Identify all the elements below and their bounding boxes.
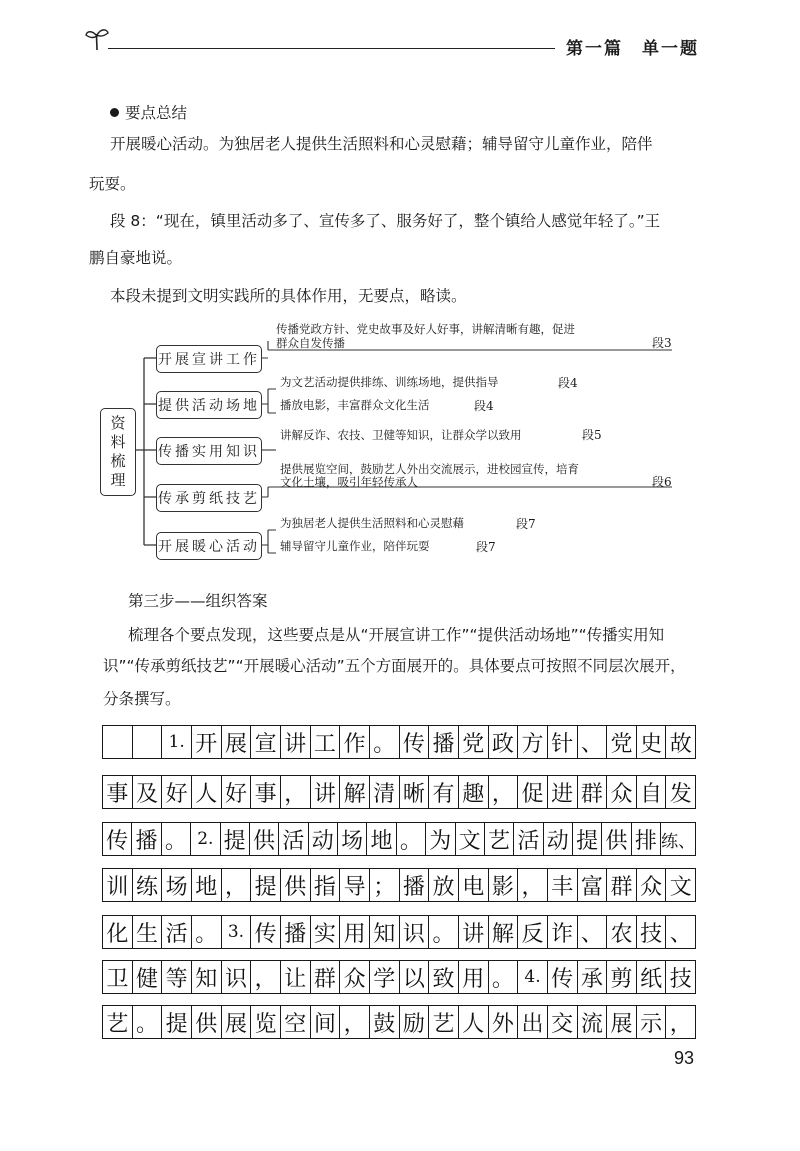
answer-grid-cell: 人 — [459, 1006, 489, 1038]
mindmap-root — [100, 408, 136, 496]
mindmap-branch-label: 传承剪纸技艺 — [156, 484, 262, 512]
answer-grid-cell: 技 — [669, 966, 692, 992]
answer-grid-cell: 出 — [518, 1006, 548, 1038]
answer-grid-cell: 3. — [222, 916, 252, 948]
mindmap-ref: 段7 — [476, 540, 496, 554]
mindmap-ref: 段5 — [582, 428, 602, 442]
mindmap-detail: 为文艺活动提供排练、训练场地，提供指导 — [280, 375, 499, 389]
answer-grid-cell: 承 — [578, 961, 608, 993]
answer-grid-cell: 政 — [489, 726, 519, 758]
answer-grid-cell: ， — [340, 1006, 370, 1038]
answer-grid-cell: 好 — [222, 776, 252, 808]
answer-grid-cell: 学 — [370, 961, 400, 993]
mindmap-detail: 辅导留守儿童作业，陪伴玩耍 — [280, 539, 430, 553]
answer-grid-cell: 外 — [489, 1006, 519, 1038]
step3-line-3: 分条撰写。 — [103, 690, 181, 708]
answer-grid-cell: 好 — [162, 776, 192, 808]
answer-grid-cell: 活 — [162, 916, 192, 948]
answer-grid-cell: 群 — [311, 961, 341, 993]
summary-heading-label: 要点总结 — [125, 104, 188, 122]
mindmap-root-char: 资 — [110, 414, 126, 432]
answer-grid-row — [102, 915, 696, 949]
mindmap-detail: 群众自发传播 — [276, 336, 345, 350]
answer-grid-cell: 让 — [281, 961, 311, 993]
mindmap-detail: 传播党政方针、党史故事及好人好事，讲解清晰有趣，促进 — [276, 322, 575, 336]
answer-grid-cell: 动 — [544, 823, 573, 855]
answer-grid-cell: 间 — [311, 1006, 341, 1038]
answer-grid-cell: 及 — [133, 776, 163, 808]
answer-grid-cell: 群 — [607, 869, 637, 901]
answer-grid-cell: 等 — [162, 961, 192, 993]
answer-grid-cell: 剪 — [607, 961, 637, 993]
answer-grid-cell: 。 — [489, 961, 519, 993]
answer-grid-cell: 致 — [429, 961, 459, 993]
page-number: 93 — [673, 1048, 694, 1068]
answer-grid-cell: 开 — [192, 726, 222, 758]
step3-line-1: 梳理各个要点发现，这些要点是从“开展宣讲工作”“提供活动场地”“传播实用知 — [128, 626, 665, 644]
answer-grid-cell: 富 — [578, 869, 608, 901]
answer-grid-cell: 故 — [669, 731, 692, 757]
answer-grid-cell: 场 — [162, 869, 192, 901]
paragraph8-line-2: 鹏自豪地说。 — [89, 249, 183, 267]
answer-grid-cell: 活 — [514, 823, 543, 855]
summary-line-2: 玩耍。 — [89, 175, 136, 193]
answer-grid-cell: 识 — [222, 961, 252, 993]
answer-grid-cell: 。 — [397, 823, 426, 855]
answer-grid-cell: 。 — [370, 726, 400, 758]
answer-grid-cell: 示 — [637, 1006, 667, 1038]
answer-grid-cell: 传 — [400, 726, 430, 758]
answer-grid-cell: 指 — [311, 869, 341, 901]
answer-grid-cell: 纸 — [637, 961, 667, 993]
answer-grid-cell: 览 — [251, 1006, 281, 1038]
mindmap-ref: 段4 — [558, 376, 578, 390]
answer-grid-cell: 史 — [637, 726, 667, 758]
answer-grid-cell: 、 — [578, 916, 608, 948]
mindmap-detail: 讲解反诈、农技、卫健等知识，让群众学以致用 — [280, 428, 522, 442]
mindmap-ref: 段3 — [652, 336, 672, 350]
answer-grid-cell: 解 — [489, 916, 519, 948]
answer-grid-cell: 播 — [429, 726, 459, 758]
answer-grid-cell: 方 — [518, 726, 548, 758]
answer-grid-cell: 练 — [133, 869, 163, 901]
answer-grid-cell: 播 — [400, 869, 430, 901]
answer-grid-cell: 、 — [578, 726, 608, 758]
answer-grid-cell: 知 — [370, 916, 400, 948]
answer-grid-cell — [133, 726, 163, 758]
answer-grid-cell — [103, 726, 133, 758]
answer-grid-cell: 群 — [578, 776, 608, 808]
answer-grid-cell: 实 — [311, 916, 341, 948]
answer-grid-cell: 众 — [607, 776, 637, 808]
answer-grid-row — [102, 868, 696, 902]
answer-grid-cell: 。 — [162, 823, 191, 855]
answer-grid-cell: 人 — [192, 776, 222, 808]
answer-grid-cell: 艺 — [485, 823, 514, 855]
answer-grid-cell: 进 — [548, 776, 578, 808]
answer-grid-cell: 场 — [338, 823, 367, 855]
answer-grid-cell: 晰 — [400, 776, 430, 808]
answer-grid-cell: 艺 — [429, 1006, 459, 1038]
answer-grid-cell: 活 — [279, 823, 308, 855]
answer-grid-cell: 为 — [426, 823, 455, 855]
answer-grid-cell: 空 — [281, 1006, 311, 1038]
mindmap-ref: 段7 — [516, 517, 536, 531]
answer-grid-cell: 供 — [250, 823, 279, 855]
answer-grid-cell: 党 — [607, 726, 637, 758]
answer-grid-cell: 地 — [367, 823, 396, 855]
answer-grid-row — [102, 1005, 696, 1039]
answer-grid-cell: ， — [281, 776, 311, 808]
answer-grid-cell: 鼓 — [370, 1006, 400, 1038]
answer-grid-cell: 趣 — [459, 776, 489, 808]
paragraph8-line-1: 段 8：“现在，镇里活动多了、宣传多了、服务好了，整个镇给人感觉年轻了。”王 — [110, 212, 661, 230]
mindmap-branch-label: 提供活动场地 — [156, 391, 262, 419]
answer-grid-cell: 交 — [548, 1006, 578, 1038]
answer-grid-cell: 动 — [309, 823, 338, 855]
summary-line-1: 开展暖心活动。为独居老人提供生活照料和心灵慰藉；辅导留守儿童作业，陪伴 — [110, 135, 653, 153]
answer-grid-cell: 传 — [103, 823, 132, 855]
answer-grid-row — [102, 822, 696, 856]
answer-grid-cell: 提 — [221, 823, 250, 855]
answer-grid-cell: 有 — [429, 776, 459, 808]
answer-grid-cell: 文 — [456, 823, 485, 855]
answer-grid-cell: 众 — [340, 961, 370, 993]
answer-grid-cell: 以 — [400, 961, 430, 993]
answer-grid-cell: 生 — [133, 916, 163, 948]
answer-grid-cell: 练、 — [661, 831, 696, 852]
step3-line-2: 识”“传承剪纸技艺”“开展暖心活动”五个方面展开的。具体要点可按照不同层次展开， — [103, 657, 686, 675]
answer-grid-cell: 农 — [607, 916, 637, 948]
mindmap-branch-label: 传播实用知识 — [156, 437, 262, 465]
mindmap-ref: 段6 — [652, 475, 672, 489]
answer-grid-cell: 励 — [400, 1006, 430, 1038]
answer-grid-row — [102, 725, 696, 759]
answer-grid-row — [102, 775, 696, 809]
answer-grid-cell: 传 — [548, 961, 578, 993]
sprout-icon — [84, 26, 110, 52]
answer-grid-cell: 供 — [192, 1006, 222, 1038]
answer-grid-cell: 艺 — [103, 1006, 133, 1038]
answer-grid-cell: 知 — [192, 961, 222, 993]
answer-grid-cell: 技 — [637, 916, 667, 948]
answer-grid-cell: 化 — [103, 916, 133, 948]
answer-grid-cell: 健 — [133, 961, 163, 993]
answer-grid-cell: 传 — [251, 916, 281, 948]
answer-grid-cell: 。 — [133, 1006, 163, 1038]
mindmap-ref: 段4 — [474, 399, 494, 413]
mindmap-detail: 提供展览空间，鼓励艺人外出交流展示，进校园宣传，培育 — [280, 462, 579, 476]
answer-grid-cell: 讲 — [281, 726, 311, 758]
answer-grid-cell: 作 — [340, 726, 370, 758]
section-title: 第一篇 单一题 — [566, 39, 699, 59]
answer-grid-cell: 促 — [518, 776, 548, 808]
answer-grid-cell: 用 — [459, 961, 489, 993]
answer-grid-cell: 讲 — [311, 776, 341, 808]
answer-grid-cell: 卫 — [103, 961, 133, 993]
mindmap-root-char: 理 — [110, 471, 126, 489]
answer-grid-cell: 放 — [429, 869, 459, 901]
answer-grid-cell: ， — [489, 776, 519, 808]
answer-grid-cell: 展 — [222, 1006, 252, 1038]
answer-grid-cell: 流 — [578, 1006, 608, 1038]
answer-grid-cell: ， — [251, 961, 281, 993]
answer-grid-cell: ； — [370, 869, 400, 901]
answer-grid-cell: 供 — [602, 823, 631, 855]
answer-grid-row — [102, 960, 696, 994]
answer-grid-cell: 党 — [459, 726, 489, 758]
mindmap-detail: 为独居老人提供生活照料和心灵慰藉 — [280, 516, 464, 530]
answer-grid-cell: 解 — [340, 776, 370, 808]
answer-grid-cell: 导 — [340, 869, 370, 901]
step3-title: 第三步——组织答案 — [128, 592, 268, 610]
answer-grid-cell: 丰 — [548, 869, 578, 901]
answer-grid-cell: ， — [518, 869, 548, 901]
answer-grid-cell: 影 — [489, 869, 519, 901]
answer-grid-cell: 。 — [192, 916, 222, 948]
answer-grid-cell: 众 — [637, 869, 667, 901]
header-rule — [108, 48, 555, 49]
answer-grid-cell: 工 — [311, 726, 341, 758]
answer-grid-cell: 提 — [251, 869, 281, 901]
answer-grid-cell: 展 — [607, 1006, 637, 1038]
answer-grid-cell: 识 — [400, 916, 430, 948]
answer-grid-cell: 提 — [573, 823, 602, 855]
answer-grid-cell: 。 — [429, 916, 459, 948]
answer-grid-cell: 自 — [637, 776, 667, 808]
mindmap-root-char: 梳 — [110, 452, 126, 470]
mindmap-branch-label: 开展宣讲工作 — [156, 345, 262, 373]
answer-grid-cell: 排 — [632, 823, 661, 855]
answer-grid-cell: 讲 — [459, 916, 489, 948]
answer-grid-cell: 2. — [191, 823, 220, 855]
mindmap-root-char: 料 — [110, 433, 126, 451]
answer-grid-cell: 1. — [162, 726, 192, 758]
answer-grid-cell: 地 — [192, 869, 222, 901]
answer-grid-cell: 文 — [669, 874, 692, 900]
answer-grid-cell: 宣 — [251, 726, 281, 758]
answer-grid-cell: 播 — [281, 916, 311, 948]
mindmap-detail: 播放电影，丰富群众文化生活 — [280, 398, 430, 412]
answer-grid-cell: ， — [222, 869, 252, 901]
paragraph8-note: 本段未提到文明实践所的具体作用，无要点，略读。 — [110, 287, 467, 305]
mindmap-detail: 文化土壤，吸引年轻传承人 — [280, 475, 418, 489]
summary-heading — [110, 102, 187, 124]
answer-grid-cell: ， — [669, 1011, 692, 1037]
answer-grid-cell: 训 — [103, 869, 133, 901]
answer-grid-cell: 供 — [281, 869, 311, 901]
mindmap-branch-label: 开展暖心活动 — [156, 532, 262, 560]
answer-grid-cell: 4. — [518, 961, 548, 993]
answer-grid-cell: 播 — [132, 823, 161, 855]
answer-grid-cell: 针 — [548, 726, 578, 758]
answer-grid-cell: 事 — [251, 776, 281, 808]
answer-grid-cell: 事 — [103, 776, 133, 808]
bullet-icon — [110, 108, 119, 117]
answer-grid-cell: 、 — [669, 921, 692, 947]
answer-grid-cell: 展 — [222, 726, 252, 758]
answer-grid-cell: 清 — [370, 776, 400, 808]
answer-grid-cell: 电 — [459, 869, 489, 901]
answer-grid-cell: 诈 — [548, 916, 578, 948]
answer-grid-cell: 用 — [340, 916, 370, 948]
answer-grid-cell: 提 — [162, 1006, 192, 1038]
answer-grid-cell: 反 — [518, 916, 548, 948]
answer-grid-cell: 发 — [669, 781, 692, 807]
